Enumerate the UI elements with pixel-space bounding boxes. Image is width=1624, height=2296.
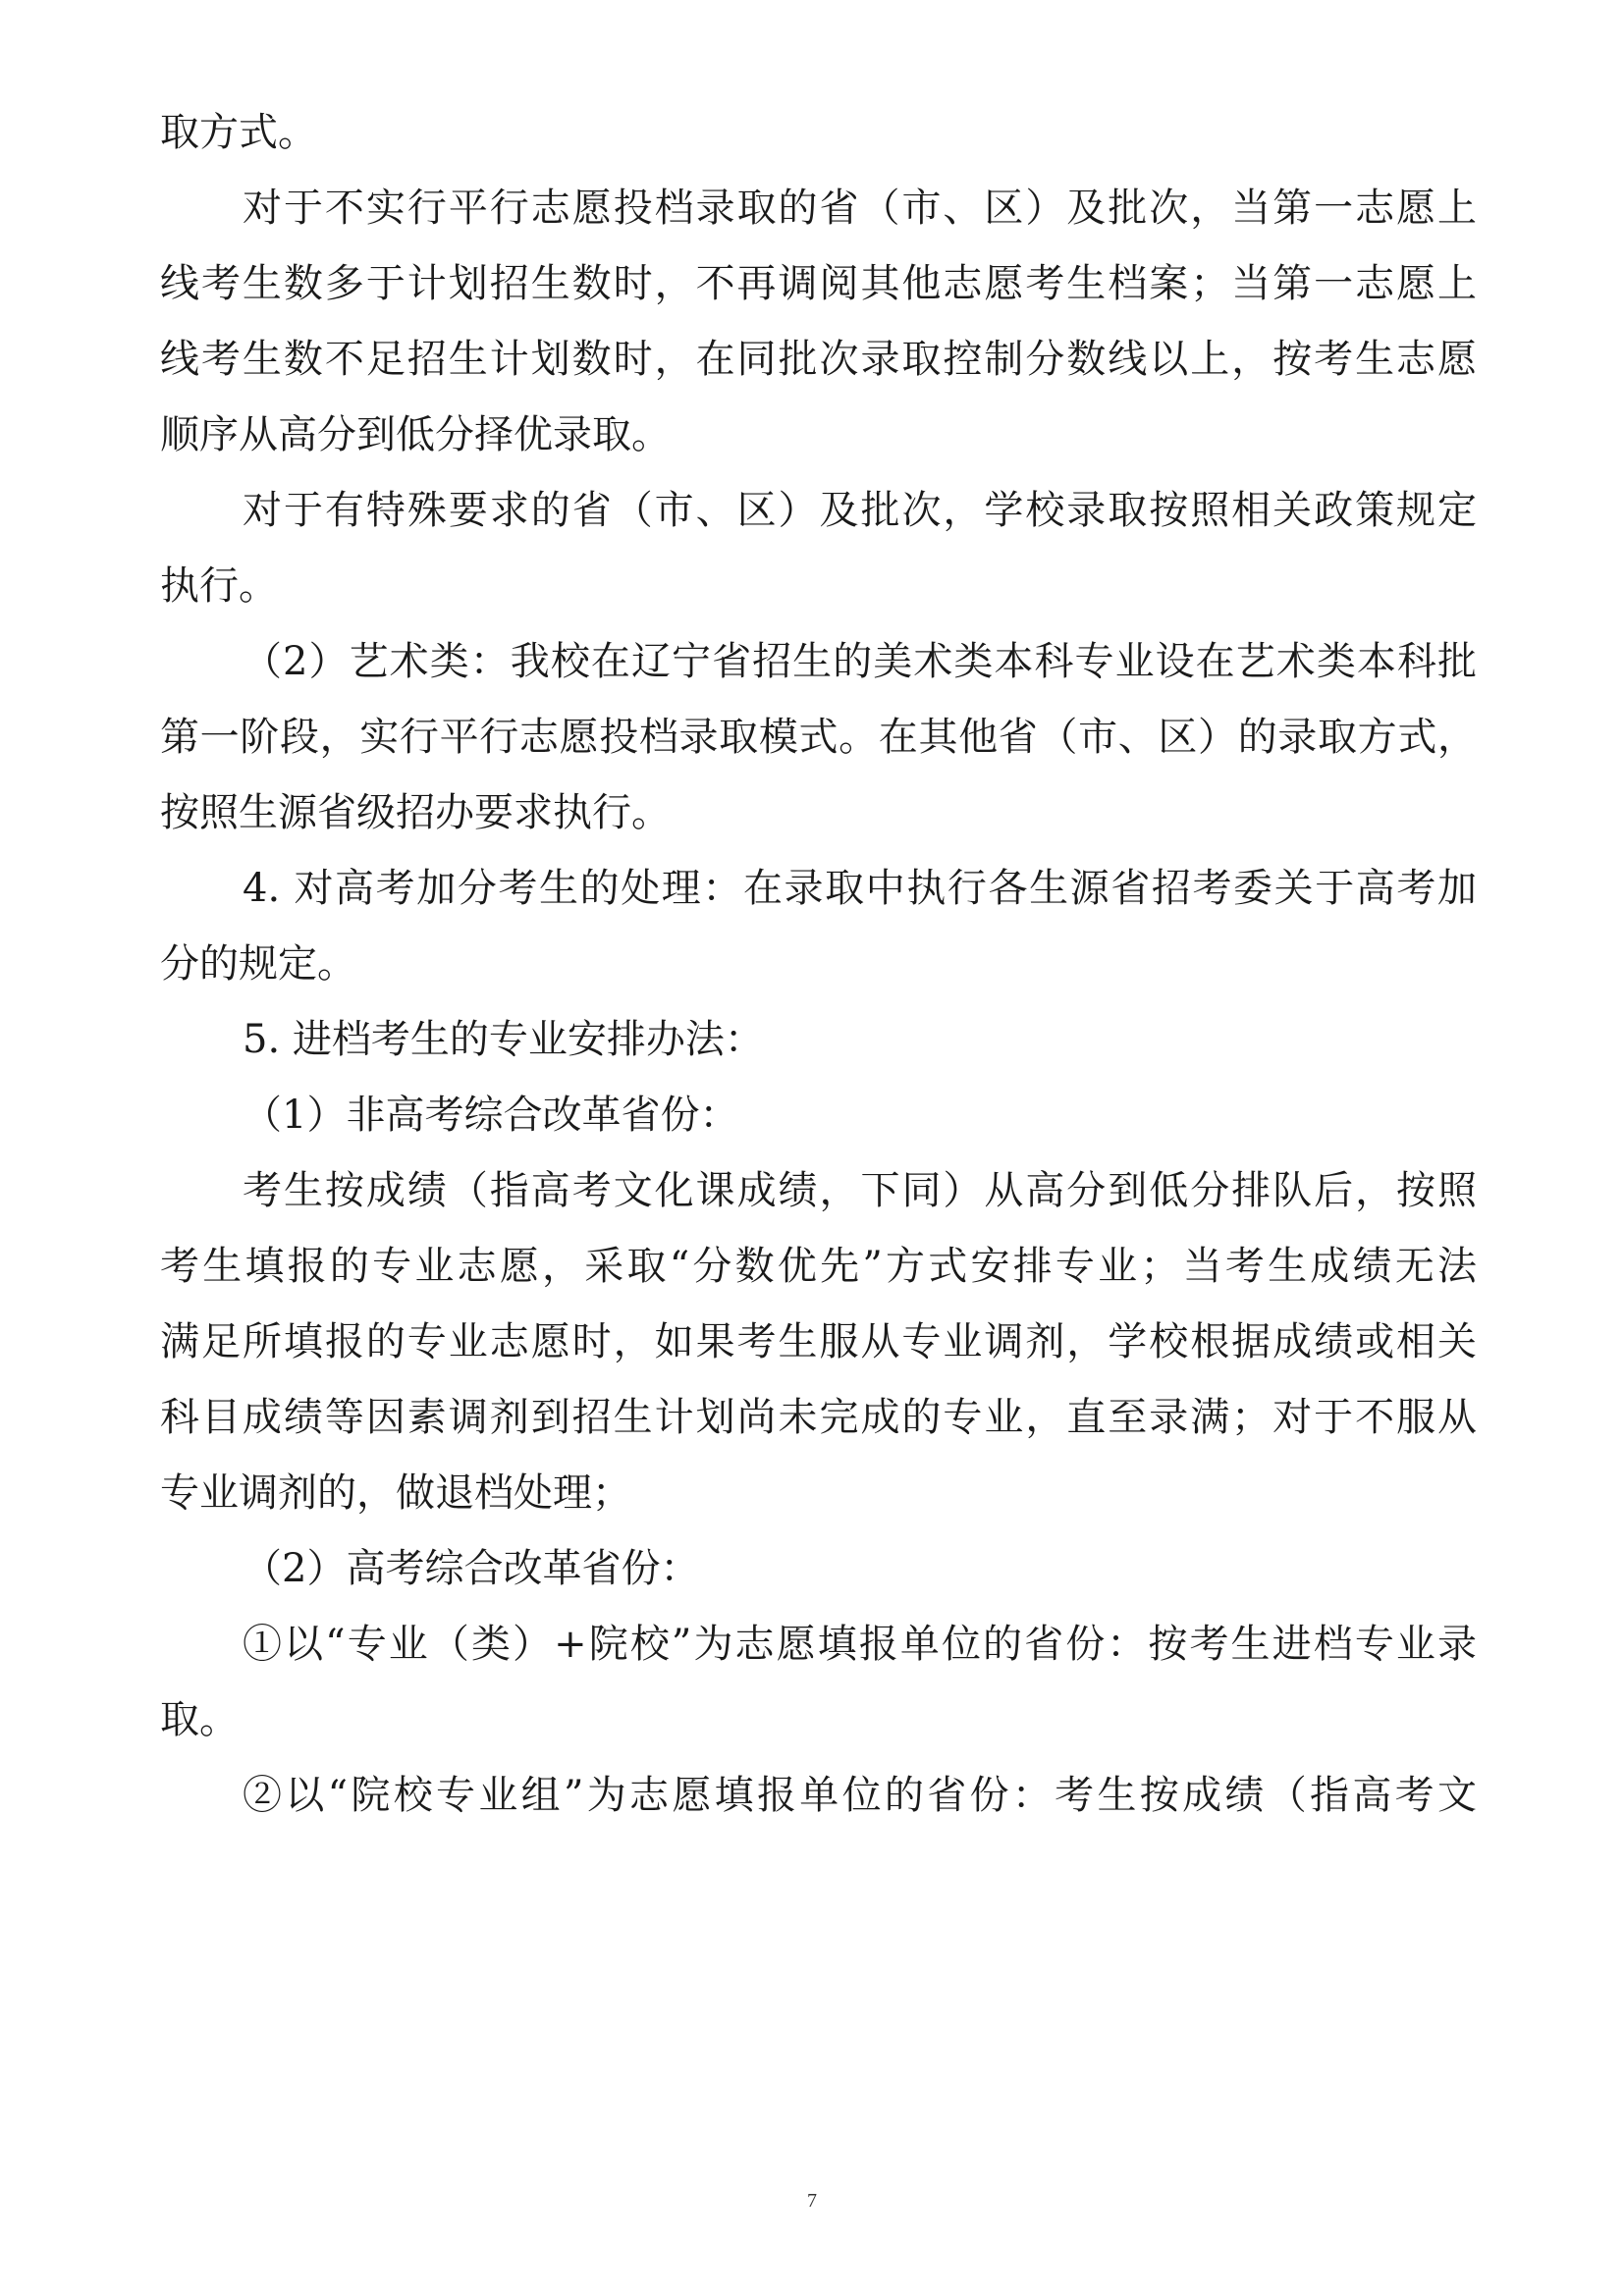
text-line: 对于有特殊要求的省（市、区）及批次，学校录取按照相关政策规定: [243, 488, 1477, 533]
text-line: 科目成绩等因素调剂到招生计划尚未完成的专业，直至录满；对于不服从: [160, 1395, 1477, 1440]
text-line: 线考生数多于计划招生数时，不再调阅其他志愿考生档案；当第一志愿上: [160, 261, 1477, 306]
text-line: 专业调剂的，做退档处理；: [160, 1470, 631, 1516]
text-line: 考生按成绩（指高考文化课成绩，下同）从高分到低分排队后，按照: [243, 1168, 1477, 1213]
text-line: （2）艺术类：我校在辽宁省招生的美术类本科专业设在艺术类本科批: [243, 639, 1477, 684]
text-line: 顺序从高分到低分择优录取。: [160, 412, 671, 457]
text-line: ②以“院校专业组”为志愿填报单位的省份：考生按成绩（指高考文: [243, 1773, 1477, 1818]
text-line: 执行。: [160, 563, 278, 609]
text-line: 满足所填报的专业志愿时，如果考生服从专业调剂，学校根据成绩或相关: [160, 1319, 1477, 1364]
text-line: 取方式。: [160, 110, 317, 155]
subsection-heading: （1）非高考综合改革省份：: [243, 1093, 739, 1138]
section-heading: 5. 进档考生的专业安排办法：: [243, 1017, 764, 1062]
text-line: 对于不实行平行志愿投档录取的省（市、区）及批次，当第一志愿上: [243, 186, 1477, 231]
text-line: 考生填报的专业志愿，采取“分数优先”方式安排专业；当考生成绩无法: [160, 1244, 1477, 1289]
text-line: 分的规定。: [160, 941, 356, 987]
page-number: 7: [807, 2190, 817, 2212]
text-line: 按照生源省级招办要求执行。: [160, 790, 671, 835]
subsection-heading: （2）高考综合改革省份：: [243, 1546, 700, 1591]
text-line: 第一阶段，实行平行志愿投档录取模式。在其他省（市、区）的录取方式，: [160, 715, 1477, 760]
text-line: 线考生数不足招生计划数时，在同批次录取控制分数线以上，按考生志愿: [160, 337, 1477, 382]
text-line: 4. 对高考加分考生的处理：在录取中执行各生源省招考委关于高考加: [243, 866, 1477, 911]
text-line: ①以“专业（类）+院校”为志愿填报单位的省份：按考生进档专业录: [243, 1622, 1477, 1667]
text-line: 取。: [160, 1697, 239, 1742]
